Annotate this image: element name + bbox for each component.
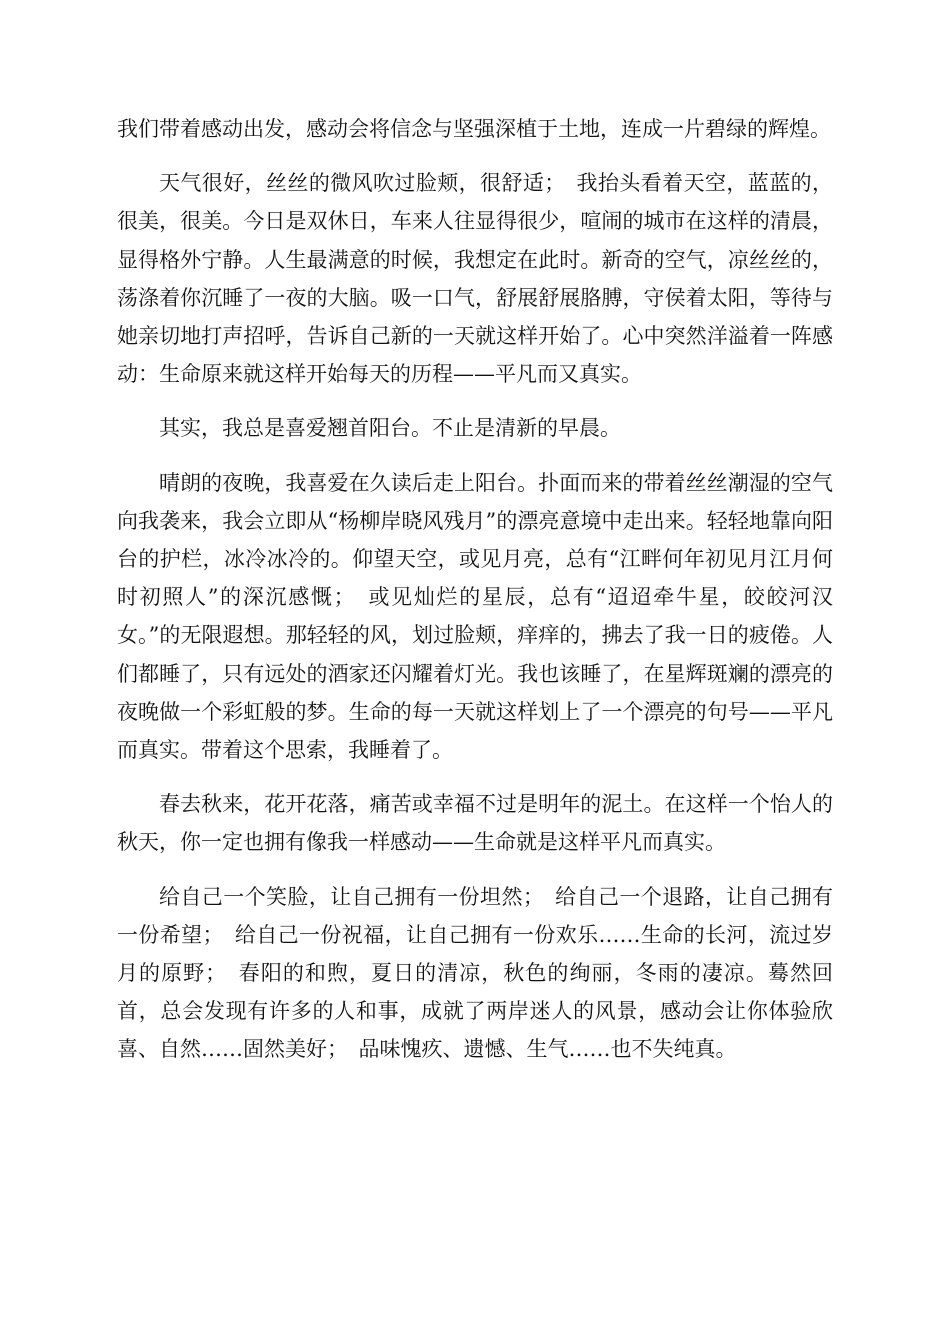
paragraph-5: 春去秋来，花开花落，痛苦或幸福不过是明年的泥土。在这样一个怡人的秋天，你一定也拥有像我一样感动——生命就是这样平凡而真实。 — [117, 792, 833, 855]
paragraph-6: 给自己一个笑脸，让自己拥有一份坦然； 给自己一个退路，让自己拥有一份希望； 给自己一份祝福，让自己拥有一份欢乐……生命的长河，流过岁月的原野； 春阳的和煦，夏日的清凉，秋色的绚丽，冬雨的凄凉。蓦然回首，总会发现有许多的人和事，成就了两岸迷人的风景，感动会让你体验欣喜、自然……固然美好； 品味愧疚、遗憾、生气……也不失纯真。 — [117, 884, 833, 1062]
paragraph-3: 其实，我总是喜爱翘首阳台。不止是清新的早晨。 — [159, 416, 621, 441]
document-page — [117, 110, 833, 1085]
paragraph-2: 天气很好，丝丝的微风吹过脸颊，很舒适； 我抬头看着天空，蓝蓝的，很美，很美。今日是双休日，车来人往显得很少，喧闹的城市在这样的清晨，显得格外宁静。人生最满意的时候，我想定在此时。新奇的空气，凉丝丝的，荡涤着你沉睡了一夜的大脑。吸一口气，舒展舒展胳膊，守侯着太阳，等待与她亲切地打声招呼，告诉自己新的一天就这样开始了。心中突然洋溢着一阵感动：生命原来就这样开始每天的历程——平凡而又真实。 — [117, 171, 833, 387]
paragraph-4: 晴朗的夜晚，我喜爱在久读后走上阳台。扑面而来的带着丝丝潮湿的空气向我袭来，我会立即从“杨柳岸晓风残月”的漂亮意境中走出来。轻轻地靠向阳台的护栏，冰冷冰冷的。仰望天空，或见月亮，总有“江畔何年初见月江月何时初照人”的深沉感慨； 或见灿烂的星辰，总有“迢迢牵牛星，皎皎河汉女。”的无限遐想。那轻轻的风，划过脸颊，痒痒的，拂去了我一日的疲倦。人们都睡了，只有远处的酒家还闪耀着灯光。我也该睡了，在星辉斑斓的漂亮的夜晚做一个彩虹般的梦。生命的每一天就这样划上了一个漂亮的句号——平凡而真实。带着这个思索，我睡着了。 — [117, 470, 833, 763]
paragraph-1: 我们带着感动出发，感动会将信念与坚强深植于土地，连成一片碧绿的辉煌。 — [117, 117, 831, 141]
